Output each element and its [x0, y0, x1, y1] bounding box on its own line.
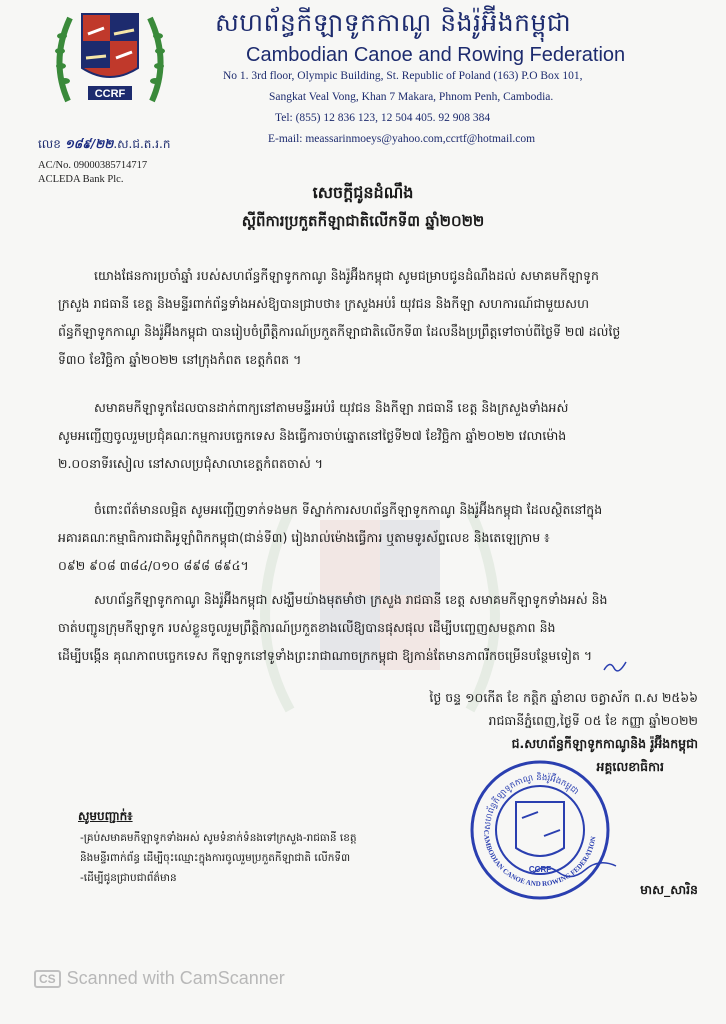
org-name-khmer: សហព័ន្ធកីឡាទូកកាណូ និងរ៉ូអ៊ីងកម្ពុជា [215, 8, 572, 37]
camscanner-icon: CS [34, 970, 61, 988]
address-line-2: Sangkat Veal Vong, Khan 7 Makara, Phnom Penh, Cambodia. [269, 91, 554, 103]
reference-number [38, 136, 170, 154]
document-subtitle: ស្តីពីការប្រកួតកីឡាជាតិលើកទី៣ ឆ្នាំ២០២២ [241, 212, 485, 230]
cc-line: និងមន្ទីរពាក់ព័ន្ធ ដើម្បីចុះឈ្មោះក្នុងការចូលរួមប្រកួតកីឡាជាតិ លើកទី៣ [80, 852, 351, 864]
telephone-line: Tel: (855) 12 836 123, 12 504 405. 92 908 384 [275, 112, 491, 124]
reference-suffix: .ស.ជ.ត.រ.ក [113, 137, 171, 151]
document-title: សេចក្តីជូនដំណឹង [312, 183, 414, 202]
paragraph-line: ក្រសួង រាជធានី ខេត្ត និងមន្ទីរពាក់ព័ន្ធទាំងអស់ឱ្យបានជ្រាបថា៖ ក្រសួងអប់រំ យុវជន និងកីឡា សហការណ៍ជាមួយសហ [58, 296, 589, 311]
initial-mark [602, 658, 628, 674]
paragraph-line: ២.០០នាទីរសៀល នៅសាលប្រជុំសាលាខេត្តកំពតចាស់ ។ [58, 456, 324, 471]
paragraph-line: សូមអញ្ជើញចូលរួមប្រជុំគណៈកម្មការបច្ចេកទេស និងធ្វើការចាប់ឆ្នោតនៅថ្ងៃទី២៧ ខែវិច្ឆិកា ឆ្នាំ២០២២ វេលាម៉ោង [58, 428, 567, 443]
federation-logo [50, 6, 170, 116]
lunar-date: ថ្ងៃ ចន្ទ ១០កើត ខែ កត្តិក ឆ្នាំខាល ចត្វាស័ក ព.ស ២៥៦៦ [429, 690, 698, 705]
bank-account: AC/No. 09000385714717 [38, 160, 148, 171]
paragraph-line: ចាត់បញ្ជូនក្រុមកីឡាទូក របស់ខ្លួនចូលរួមព្រឹត្តិការណ៍ប្រកួតខាងលើឱ្យបានផុសផុល ដើម្បីបញ្ចេញសមត្ថភាព និង [58, 620, 556, 635]
cc-line: -គ្រប់សមាគមកីឡាទូកទាំងអស់ សូមទំនាក់ទំនងទៅក្រសួង-រាជធានី ខេត្ត [80, 832, 357, 844]
paragraph-line: ព័ន្ធកីឡាទូកកាណូ និងរ៉ូអ៊ីងកម្ពុជា បានរៀបចំព្រឹត្តិការណ៍ប្រកួតកីឡាជាតិលើកទី៣ ដែលនឹងប្រព្រឹត្តទៅចាប់ពីថ្ងៃទី ២៧ ដល់ថ្ងៃ [58, 324, 621, 339]
paragraph-line: សមាគមកីឡាទូកដែលបានដាក់ពាក្យនៅតាមមន្ទីរអប់រំ យុវជន និងកីឡា រាជធានី ខេត្ត និងក្រសួងទាំងអស់ [94, 400, 569, 415]
reference-label: លេខ [38, 137, 61, 151]
cc-line: -ដើម្បីជូនជ្រាបជាព័ត៌មាន [80, 872, 177, 884]
paragraph-line: ទី៣០ ខែវិច្ឆិកា ឆ្នាំ២០២២ នៅក្រុងកំពត ខេត្តកំពត ។ [58, 352, 302, 367]
org-name-english: Cambodian Canoe and Rowing Federation [246, 44, 626, 66]
handwritten-signature [530, 860, 620, 880]
stamp-center-text: CCRF [528, 865, 552, 874]
signatory-name: មាស_សារិន [640, 882, 698, 897]
official-stamp [468, 758, 612, 902]
stamp-top-text: សហព័ន្ធកីឡាទូកកាណូ និងរ៉ូអ៊ីងកម្ពុជា [482, 772, 581, 831]
scanner-watermark [34, 968, 285, 989]
paragraph-line: សហព័ន្ធកីឡាទូកកាណូ និងរ៉ូអ៊ីងកម្ពុជា សង្ឃឹមយ៉ាងមុតមាំថា ក្រសួង រាជធានី ខេត្ត សមាគមកីឡាទូកទាំងអស់ និង [94, 592, 608, 607]
on-behalf-line: ជ.សហព័ន្ធកីឡាទូកកាណូនិង រ៉ូអ៊ីងកម្ពុជា [511, 736, 698, 751]
paragraph-line: យោងផែនការប្រចាំឆ្នាំ របស់សហព័ន្ធកីឡាទូកកាណូ និងរ៉ូអ៊ីងកម្ពុជា សូមជម្រាបជូនដំណឹងដល់ សមាគមកីឡាទូក [94, 268, 599, 283]
paragraph-3 [58, 496, 698, 580]
reference-handwritten: ១៨៩/២២ [64, 137, 114, 151]
paragraph-line: ដើម្បីបង្កើន គុណភាពបច្ចេកទេស កីឡាទូកនៅទូទាំងព្រះរាជាណាចក្រកម្ពុជា ឱ្យកាន់តែមានភាពរីកចម្រើនបន្ថែមទៀត ។ [58, 648, 593, 663]
paragraph-1 [58, 262, 698, 374]
email-line: E-mail: meassarinmoeys@yahoo.com,ccrtf@hotmail.com [268, 133, 536, 145]
paragraph-line: អគារគណៈកម្មាធិការជាតិអូឡាំពិកកម្ពុជា(ជាន់ទី៣) រៀងរាល់ម៉ោងធ្វើការ ឬតាមទូរស័ព្ទលេខ និងតេឡេក្រាម ៖ [58, 530, 550, 545]
signatory-position: អគ្គលេខាធិការ [596, 759, 664, 774]
paragraph-line: ចំពោះព័ត៌មានលម្អិត សូមអញ្ជើញទាក់ទងមក ទីស្នាក់ការសហព័ន្ធកីឡាទូកកាណូ និងរ៉ូអ៊ីងកម្ពុជា ដែលស្ថិតនៅក្នុង [94, 502, 603, 517]
logo-text: CCRF [94, 88, 126, 100]
paragraph-2 [58, 394, 698, 478]
scanner-text: Scanned with CamScanner [66, 968, 285, 988]
solar-date: រាជធានីភ្នំពេញ,ថ្ងៃទី ០៥ ខែ កញ្ញា ឆ្នាំ២០២២ [488, 713, 698, 728]
cc-title: សូមបញ្ជាក់៖ [78, 809, 133, 823]
address-line-1: No 1. 3rd floor, Olympic Building, St. Republic of Poland (163) P.O Box 101, [223, 70, 583, 82]
bank-name: ACLEDA Bank Plc. [38, 174, 124, 185]
paragraph-line: ០៩២ ៩០៨ ៣៨៤/០១០ ៨៩៨ ៨៩៤។ [58, 558, 249, 573]
stamp-bottom-text: CAMBODIAN CANOE AND ROWING FEDERATION [481, 829, 598, 889]
